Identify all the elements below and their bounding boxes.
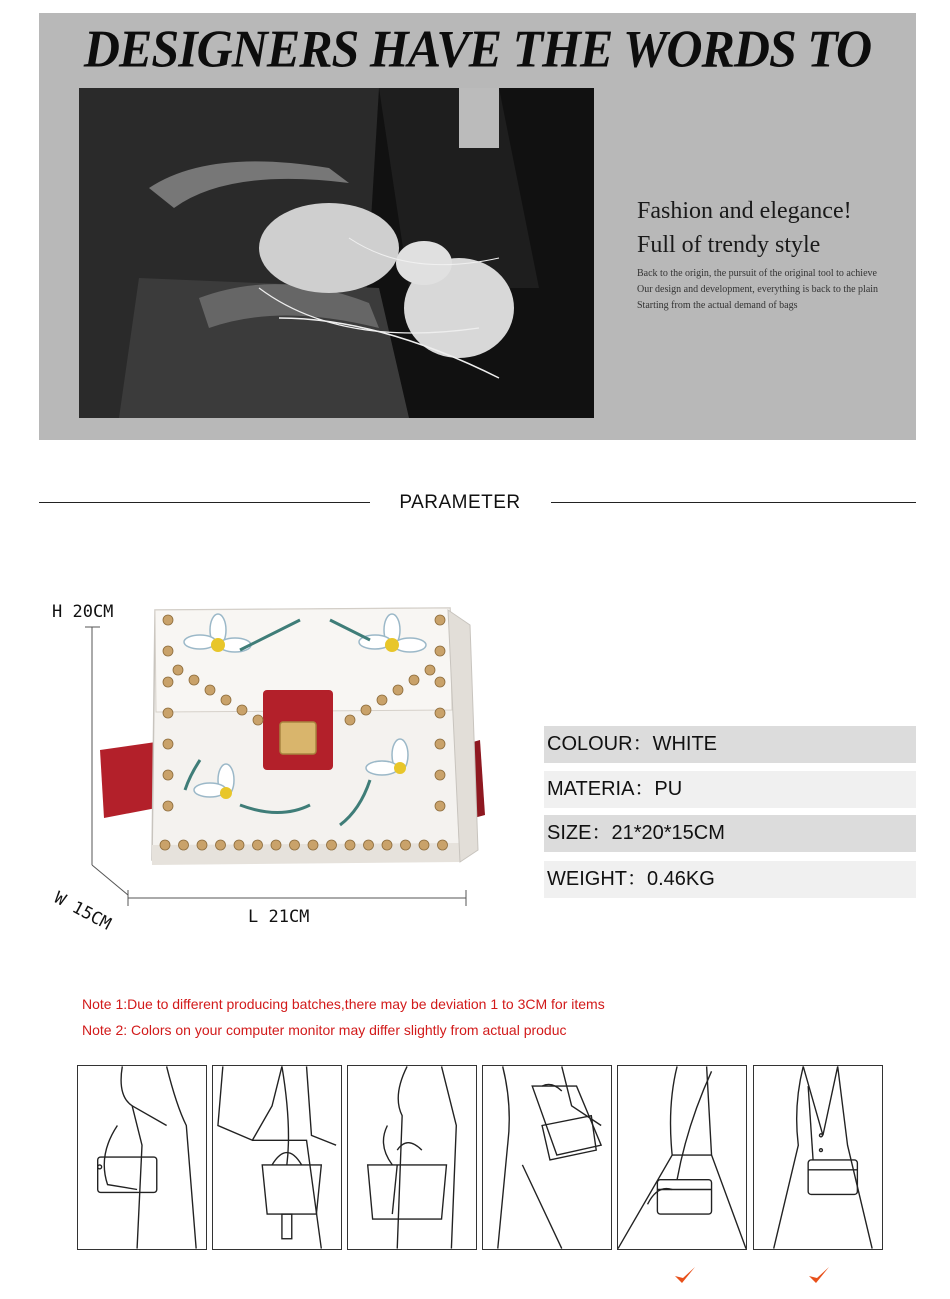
tagline [637,194,927,314]
style-clutch [77,1065,207,1250]
style-shoulder [482,1065,612,1250]
spec-weight: WEIGHT：0.46KG [544,861,916,898]
checkmark-icon [673,1264,697,1286]
spec-colour: COLOUR：WHITE [544,726,916,763]
designer-banner [39,13,916,440]
style-crossbody-side [753,1065,883,1250]
parameter-heading: PARAMETER [399,492,521,513]
parameter-rule-right [551,502,916,503]
tagline-heading-1: Fashion and elegance! [637,198,852,224]
checkmark-icon [807,1264,831,1286]
dimension-width: W 15CM [50,888,115,935]
dimension-length: L 21CM [248,907,310,927]
tagline-desc-2: Our design and development, everything is back to the plain [637,284,879,295]
style-crossbody-front [617,1065,747,1250]
tagline-desc-3: Starting from the actual demand of bags [637,300,798,311]
parameter-rule-left [39,502,370,503]
dimension-height: H 20CM [52,602,114,622]
bag-dimension-diagram [40,590,500,940]
tagline-heading-2: Full of trendy style [637,232,821,258]
style-handheld [212,1065,342,1250]
note-batch-deviation: Note 1:Due to different producing batches,there may be deviation 1 to 3CM for items [82,996,605,1012]
banner-title: DESIGNERS HAVE THE WORDS TO [83,19,872,78]
spec-size: SIZE：21*20*15CM [544,815,916,852]
spec-material: MATERIA：PU [544,771,916,808]
tagline-desc-1: Back to the origin, the pursuit of the original tool to achieve [637,268,877,279]
style-elbow-carry [347,1065,477,1250]
wearing-style-gallery [77,1065,885,1250]
note-monitor-colors: Note 2: Colors on your computer monitor may differ slightly from actual produc [82,1022,567,1038]
craftsman-photo [79,88,594,418]
